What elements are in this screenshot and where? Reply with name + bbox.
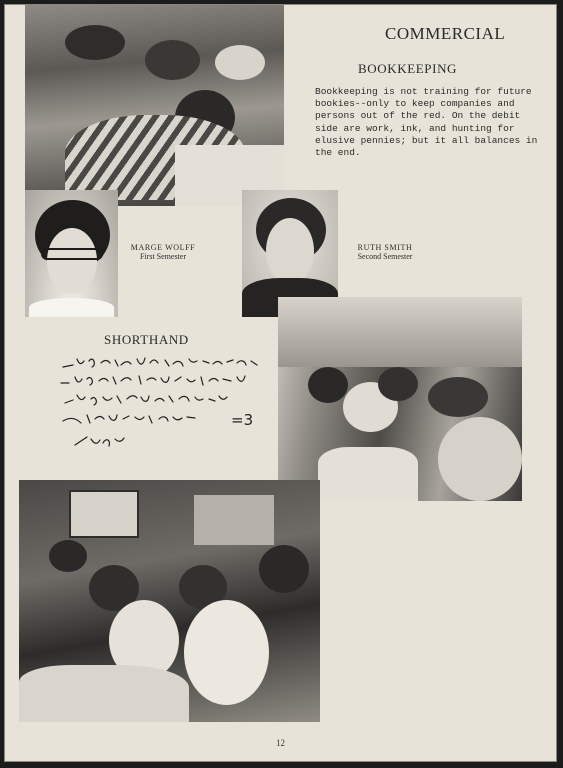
bookkeeping-title: BOOKKEEPING bbox=[358, 61, 458, 76]
teacher-name: RUTH SMITH bbox=[357, 243, 413, 252]
portrait-marge-wolff bbox=[25, 190, 118, 317]
paragraph-line: bookies--only to keep companies and bbox=[315, 98, 515, 110]
caption-ruth-smith bbox=[340, 243, 430, 261]
paragraph-line: side are work, ink, and hunting for bbox=[315, 122, 515, 134]
shorthand-equation: =3 bbox=[231, 411, 254, 429]
shorthand-script-drawing bbox=[55, 353, 270, 461]
paragraph-line: the end. bbox=[315, 147, 361, 159]
shorthand-title: SHORTHAND bbox=[104, 332, 189, 347]
teacher-semester: Second Semester bbox=[357, 252, 413, 261]
section-title: COMMERCIAL bbox=[385, 24, 506, 43]
caption-marge-wolff bbox=[118, 243, 208, 261]
teacher-name: MARGE WOLFF bbox=[130, 243, 196, 252]
paragraph-line: Bookkeeping is not training for future bbox=[315, 86, 532, 97]
paragraph-line: persons out of the red. On the debit bbox=[315, 110, 521, 122]
yearbook-page bbox=[4, 4, 557, 762]
typing-class-photo bbox=[19, 480, 320, 722]
paragraph-line: elusive pennies; but it all balances in bbox=[315, 134, 538, 146]
bookkeeping-class-photo bbox=[25, 5, 284, 206]
bookkeeping-paragraph bbox=[315, 86, 545, 159]
shorthand-class-photo bbox=[278, 297, 522, 501]
page-number: 12 bbox=[276, 738, 285, 748]
teacher-semester: First Semester bbox=[140, 252, 186, 261]
